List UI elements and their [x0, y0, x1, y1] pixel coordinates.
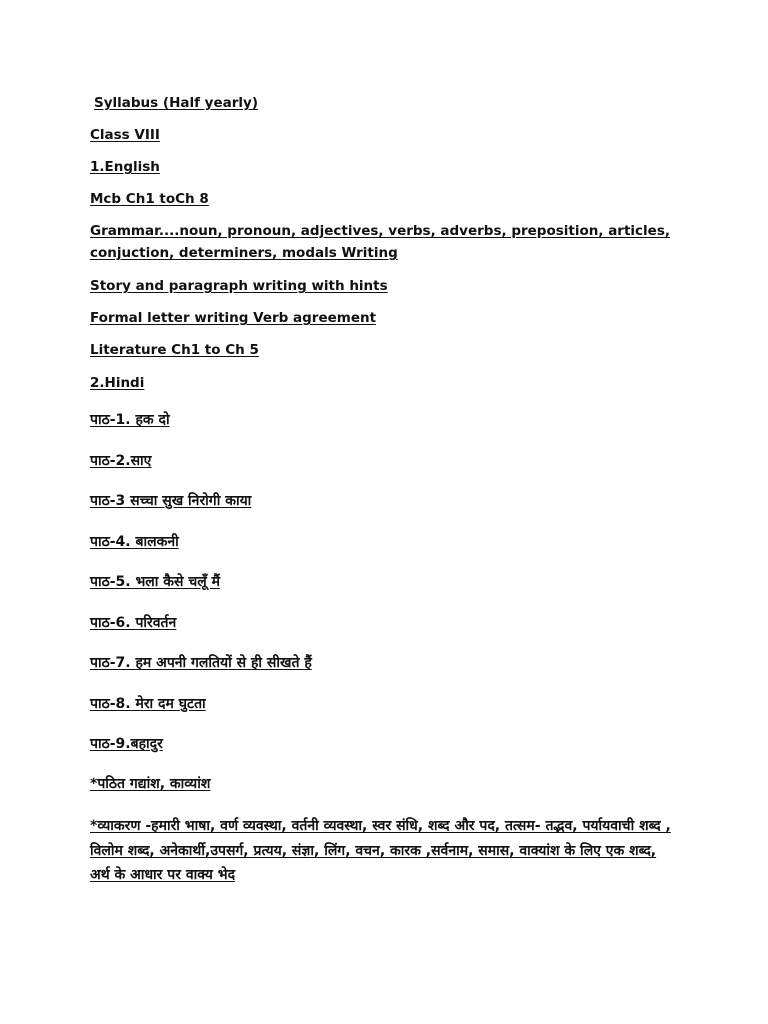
english-mcb: Mcb Ch1 toCh 8 — [90, 191, 209, 207]
class-label: Class VIII — [90, 127, 160, 143]
english-literature: Literature Ch1 to Ch 5 — [90, 342, 259, 358]
english-heading: 1.English — [90, 159, 160, 175]
hindi-lesson: पाठ-4. बालकनी — [90, 534, 179, 550]
english-letter: Formal letter writing Verb agreement — [90, 310, 377, 326]
hindi-lesson: पाठ-7. हम अपनी गलतियों से ही सीखते हैं — [90, 655, 312, 671]
hindi-lesson: पाठ-3 सच्चा सुख निरोगी काया — [90, 493, 252, 509]
hindi-lesson: पाठ-9.बहादुर — [90, 736, 163, 752]
hindi-unseen-passage: *पठित गद्यांश, काव्यांश — [90, 776, 211, 792]
hindi-grammar: *व्याकरण -हमारी भाषा, वर्ण व्यवस्था, वर्तनी व्यवस्था, स्वर संधि, शब्द और पद, तत्सम- तद्भव, पर्यायवाची शब्द , विलोम शब्द, अनेकार्थी,उपसर्ग, प्रत्यय, संज्ञा, लिंग, वचन, कारक ,सर्वनाम, समास, वाक्यांश के लिए एक शब्द, अर्थ के आधार पर वाक्य भेद — [90, 818, 671, 883]
hindi-lesson: पाठ-2.साए — [90, 453, 152, 469]
hindi-lesson: पाठ-8. मेरा दम घुटता — [90, 696, 206, 712]
hindi-heading: 2.Hindi — [90, 375, 145, 391]
english-grammar: Grammar....noun, pronoun, adjectives, verbs, adverbs, preposition, articles, conjuction, determiners, modals Writing — [90, 223, 670, 261]
hindi-lesson: पाठ-6. परिवर्तन — [90, 615, 177, 631]
document-title: Syllabus (Half yearly) — [94, 95, 258, 111]
hindi-lesson: पाठ-5. भला कैसे चलूँ मैं — [90, 574, 221, 590]
hindi-lesson: पाठ-1. हक दो — [90, 412, 170, 428]
english-story: Story and paragraph writing with hints — [90, 278, 388, 294]
